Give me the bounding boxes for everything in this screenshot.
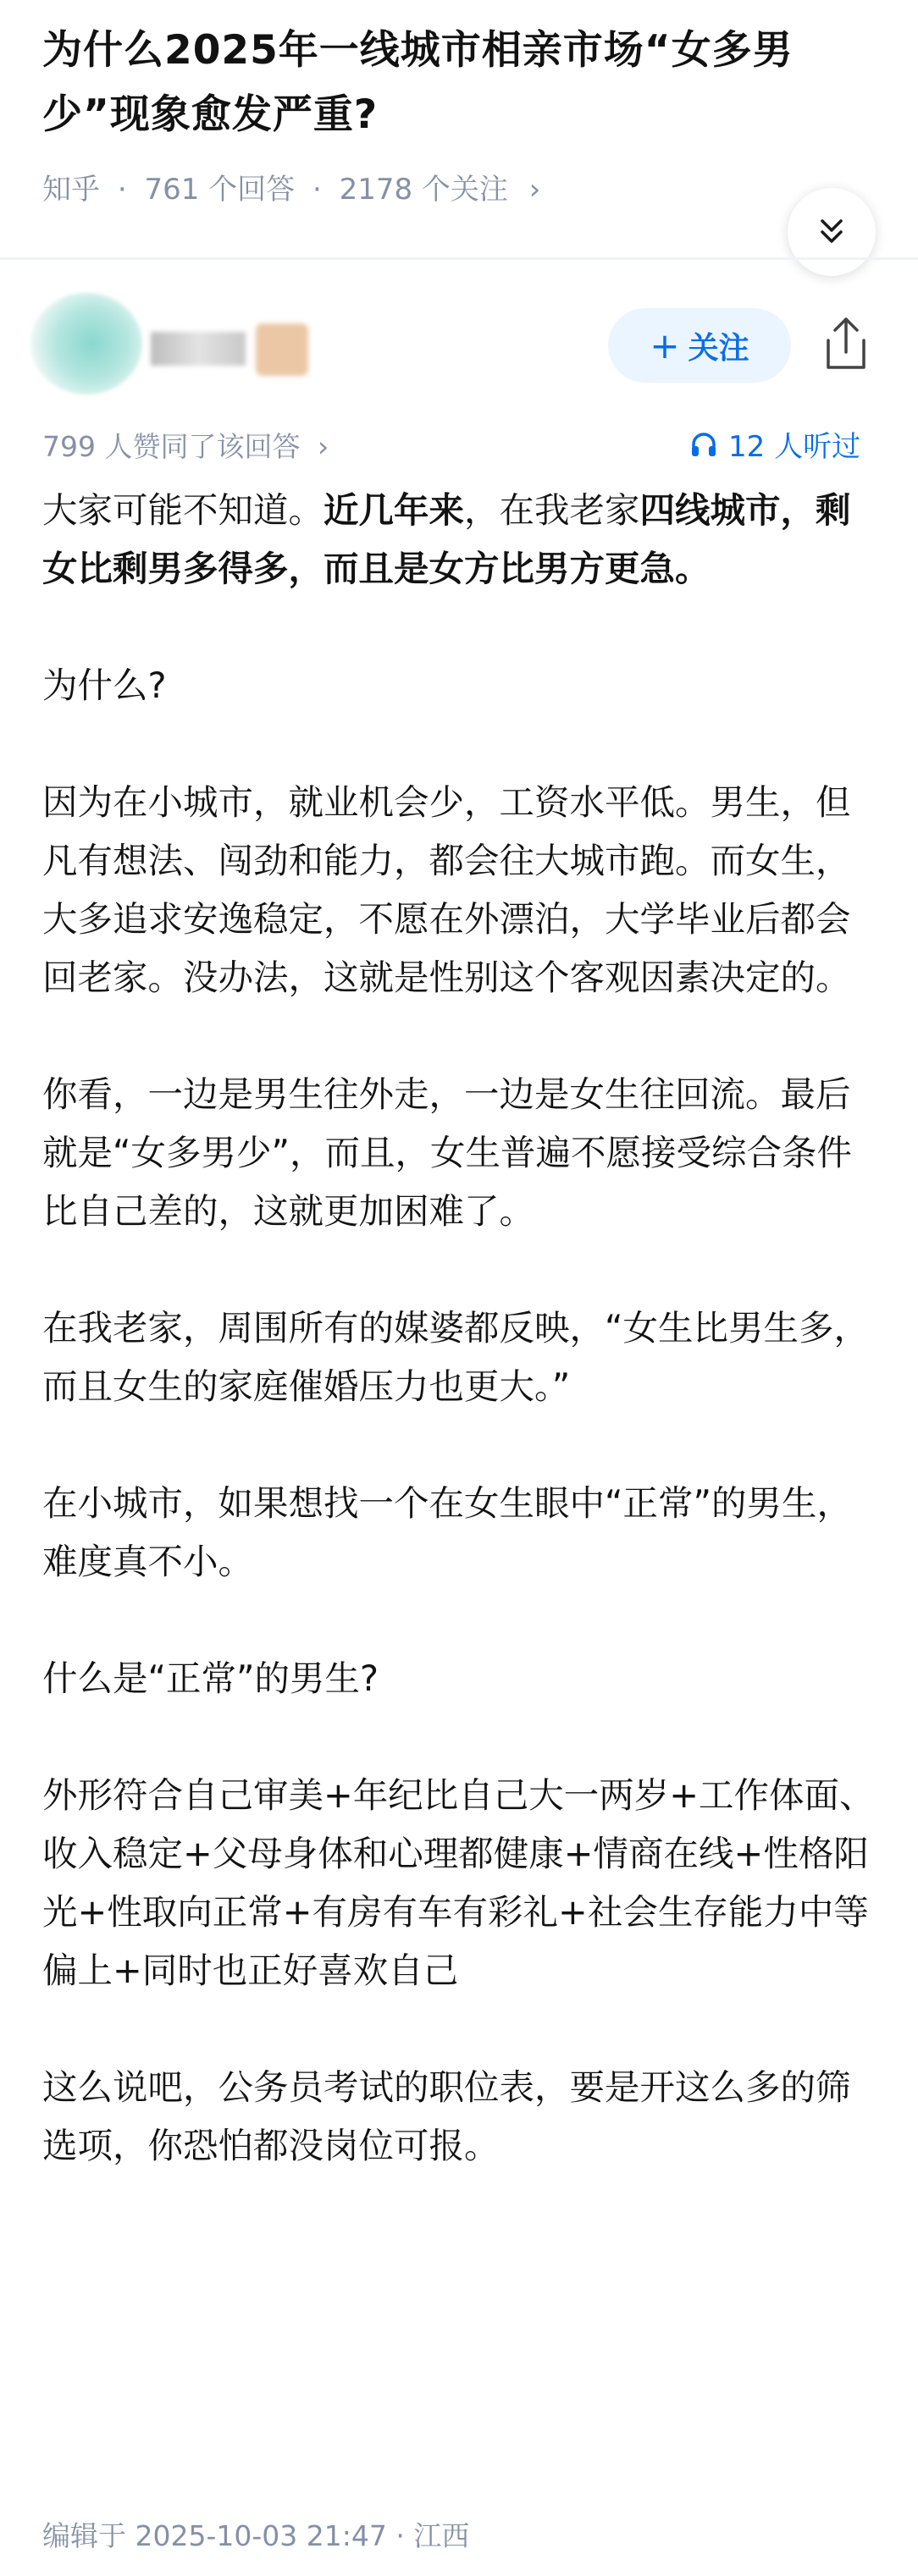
edit-info: 编辑于 2025-10-03 21:47 · 江西 xyxy=(42,2519,470,2552)
question-meta[interactable] xyxy=(42,166,540,207)
plus-icon: + xyxy=(650,324,680,367)
paragraph: 在我老家，周围所有的媒婆都反映，“女生比男生多，而且女生的家庭催婚压力也更大。” xyxy=(42,1307,870,1407)
meta-separator: · xyxy=(312,173,322,207)
listen-label: 12 人听过 xyxy=(728,430,861,464)
source-label: 知乎 xyxy=(42,173,100,207)
paragraph: 为什么? xyxy=(42,665,167,706)
author-badge xyxy=(256,323,308,376)
avatar[interactable] xyxy=(30,293,142,394)
paragraph: 因为在小城市，就业机会少，工资水平低。男生，但凡有想法、闯劲和能力，都会往大城市跑。而女生，大多追求安逸稳定，不愿在外漂泊，大学毕业后都会回老家。没办法，这就是性别这个客观因素决定的。 xyxy=(42,781,851,998)
divider xyxy=(0,257,918,260)
follow-label: 关注 xyxy=(688,330,749,366)
bold-text: 四线城市，剩女比剩男多得多，而且是女方比男方更急。 xyxy=(42,489,851,589)
collapse-chevrons-icon xyxy=(815,215,849,249)
follow-button[interactable] xyxy=(608,308,791,383)
listen-count[interactable] xyxy=(689,423,860,465)
author-name-blurred[interactable] xyxy=(151,332,246,366)
likes-count: 799 人赞同了该回答 xyxy=(42,430,301,463)
text: ，在我老家 xyxy=(464,489,640,531)
chevron-right-icon: › xyxy=(317,430,329,463)
chevron-right-icon: › xyxy=(528,173,541,207)
answer-count: 761 个回答 xyxy=(144,173,296,207)
paragraph: 你看，一边是男生往外走，一边是女生往回流。最后就是“女多男少”，而且，女生普遍不愿接受综合条件比自己差的，这就更加困难了。 xyxy=(42,1073,853,1232)
paragraph: 这么说吧，公务员考试的职位表，要是开这么多的筛选项，你恐怕都没岗位可报。 xyxy=(42,2066,851,2166)
question-title[interactable]: 为什么2025年一线城市相亲市场“女多男少”现象愈发严重? xyxy=(42,27,794,138)
paragraph: 什么是“正常”的男生? xyxy=(42,1658,379,1699)
text: 大家可能不知道。 xyxy=(42,489,324,531)
follower-count: 2178 个关注 xyxy=(339,173,508,207)
paragraph xyxy=(42,481,881,598)
paragraph: 在小城市，如果想找一个在女生眼中“正常”的男生，难度真不小。 xyxy=(42,1482,853,1582)
paragraph: 外形符合自己审美+年纪比自己大一两岁+工作体面、收入稳定+父母身体和心理都健康+情商在线+性格阳光+性取向正常+有房有车有彩礼+社会生存能力中等偏上+同时也正好喜欢自己 xyxy=(42,1774,875,1991)
bold-text: 近几年来 xyxy=(324,489,465,531)
answer-content xyxy=(42,481,881,2233)
collapse-button[interactable] xyxy=(788,188,876,276)
share-icon[interactable] xyxy=(820,315,872,374)
headphones-icon xyxy=(689,430,718,459)
likes-line[interactable] xyxy=(42,425,329,465)
meta-separator: · xyxy=(117,173,127,207)
